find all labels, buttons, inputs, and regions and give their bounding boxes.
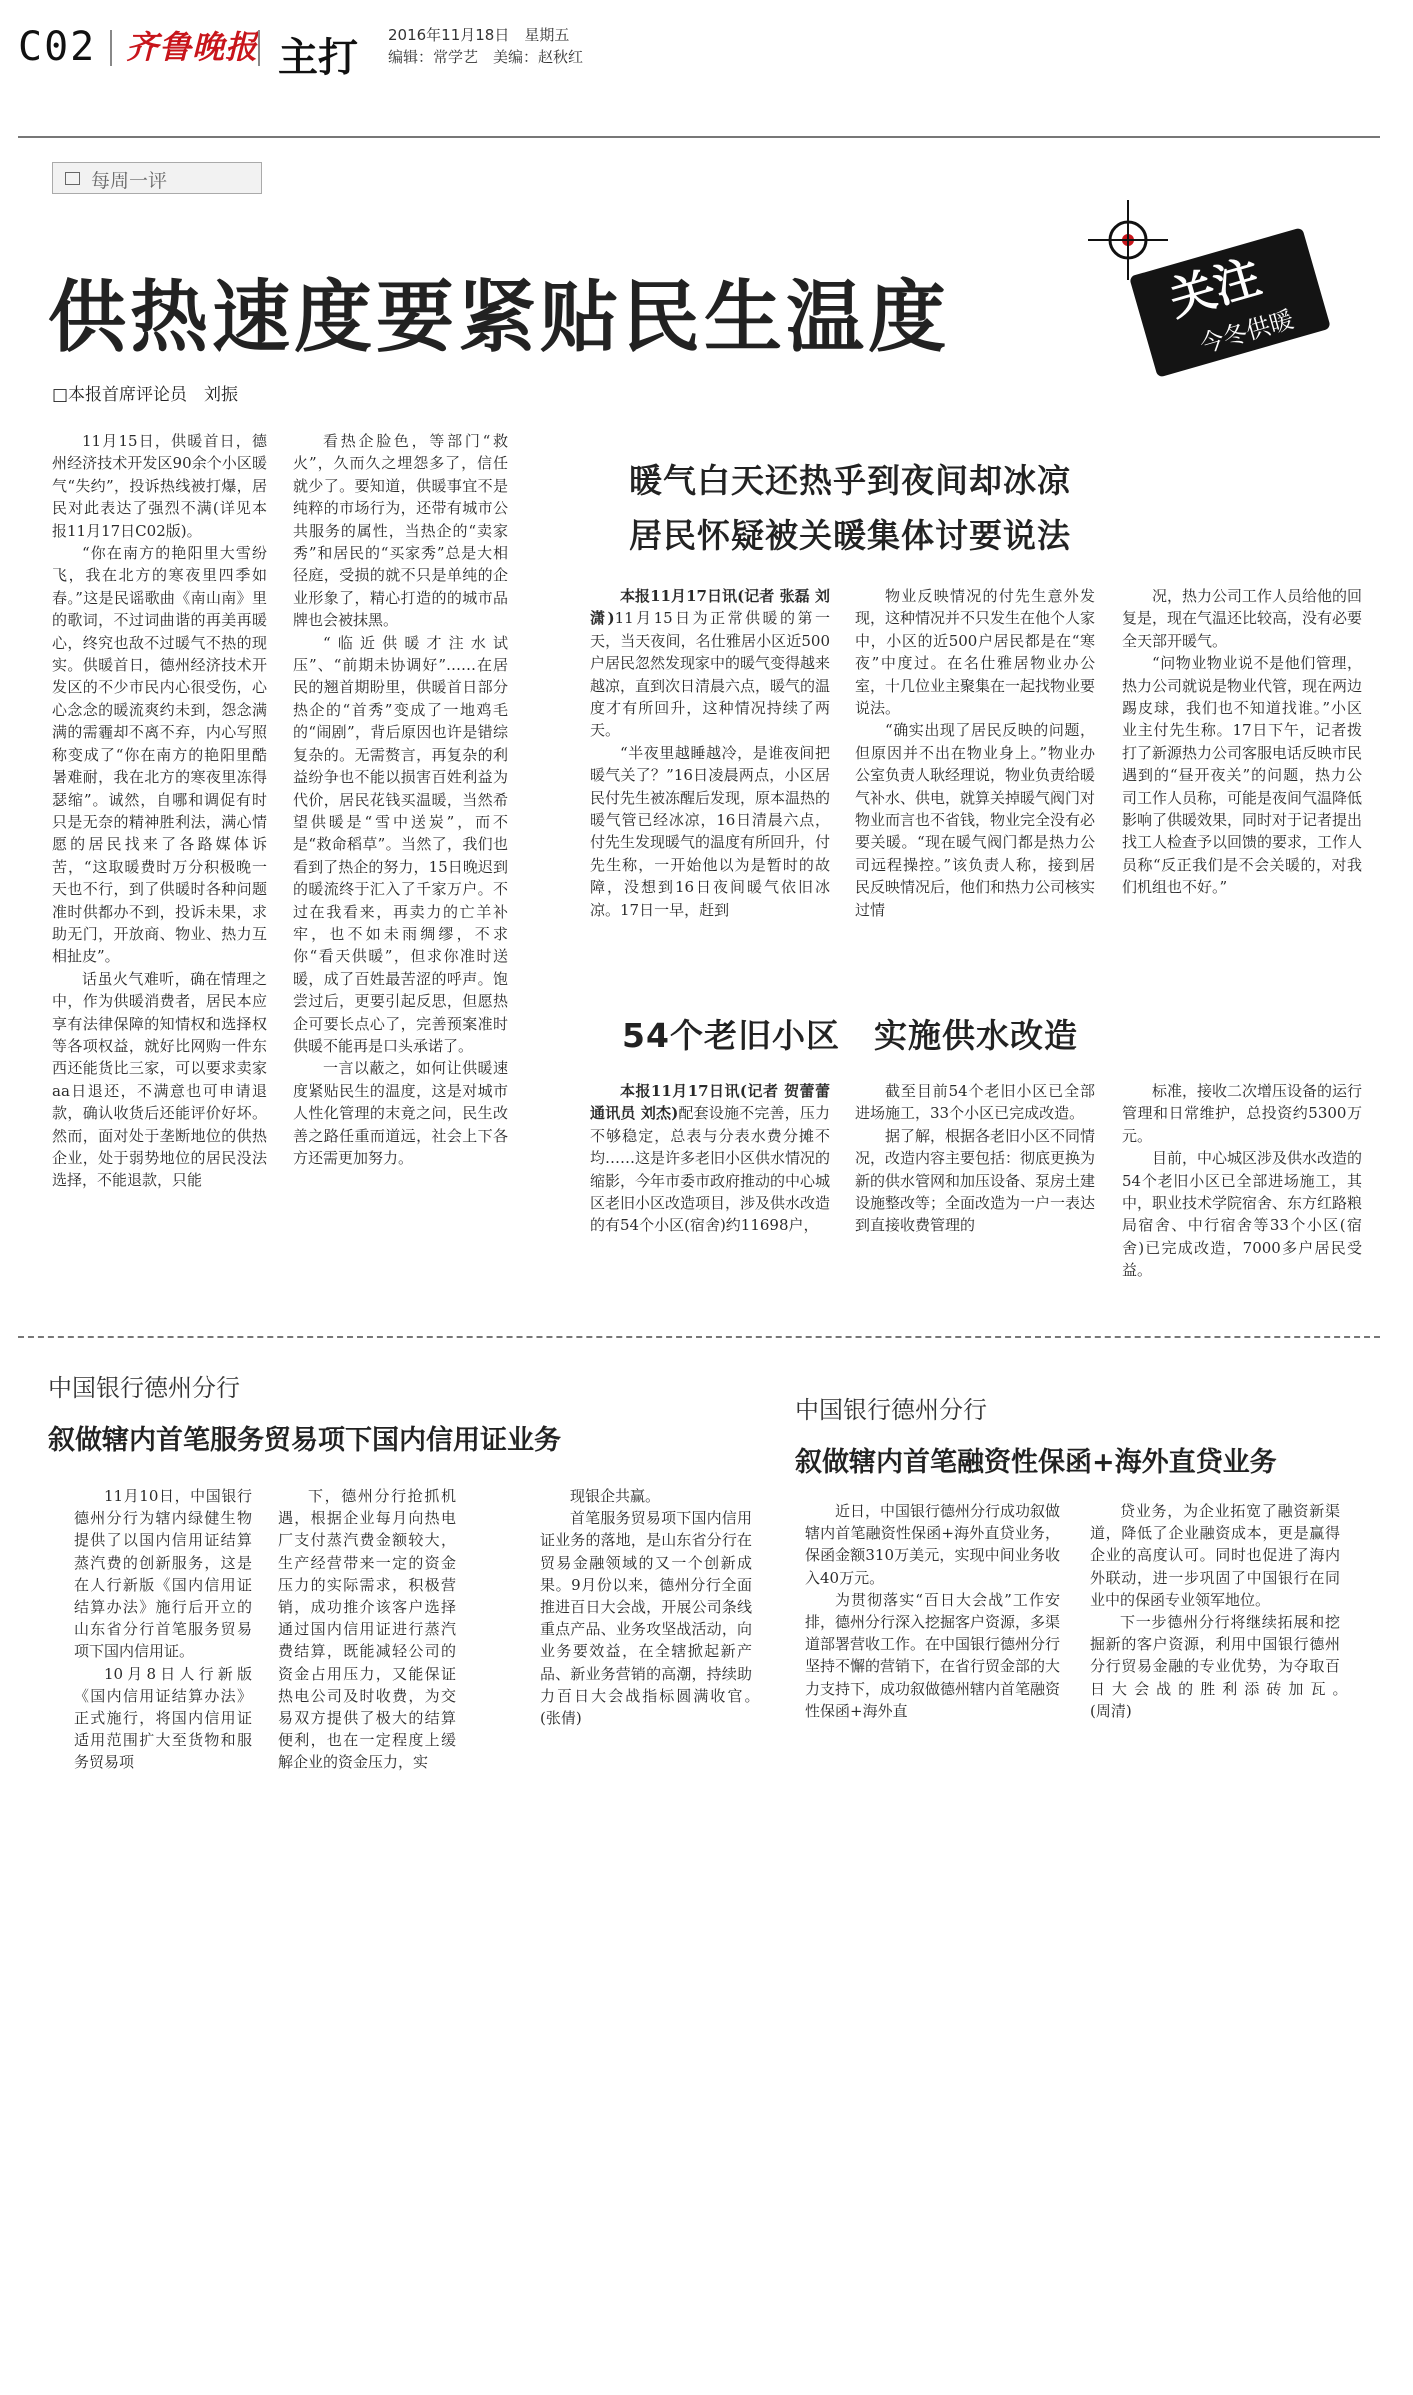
paragraph: 11月10日，中国银行德州分行为辖内绿健生物提供了以国内信用证结算蒸汽费的创新服务，这是在人行新版《国内信用证结算办法》施行后开立的山东省分行首笔服务贸易项下国内信用证。	[74, 1487, 252, 1661]
paragraph: 据了解，根据各老旧小区不同情况，改造内容主要包括：彻底更换为新的供水管网和加压设备、泵房土建设施整改等；全面改造为一户一表达到直接收费管理的	[855, 1126, 1096, 1235]
bank2-title: 叙做辖内首笔融资性保函+海外直贷业务	[795, 1447, 1277, 1478]
story2-column-2	[855, 1080, 1095, 1315]
paragraph: 话虽火气难听，确在情理之中，作为供暖消费者，居民本应享有法律保障的知情权和选择权等各项权益，就好比网购一件东西还能货比三家，可以要求卖家aa日退还，不满意也可申请退款，确认收货后还能评价好坏。然而，面对处于垄断地位的供热企业，处于弱势地位的居民没法选择，不能退款，只能	[52, 969, 267, 1190]
paragraph: “半夜里越睡越冷，是谁夜间把暖气关了？”16日凌晨两点，小区居民付先生被冻醒后发现，原本温热的暖气管已经冰凉，16日清晨六点，付先生发现暖气的温度有所回升，付先生称，一开始他以为是暂时的故障，没想到16日夜间暖气依旧冰凉。17日一早，赶到	[590, 743, 831, 919]
masthead-divider	[110, 30, 112, 66]
story2-dateline: 本报11月17日讯(记者 贺蕾蕾 通讯员 刘杰)	[590, 1082, 830, 1123]
story1-column-3	[1122, 585, 1362, 985]
bank2-name: 中国银行德州分行	[795, 1396, 987, 1424]
story1-column-1	[590, 585, 830, 985]
masthead-divider	[258, 30, 260, 66]
bank1-name: 中国银行德州分行	[48, 1374, 240, 1402]
bank1-column-3	[540, 1485, 828, 1795]
commentary-column-1	[52, 430, 267, 1320]
tag-label: 每周一评	[91, 170, 168, 192]
paragraph: 首笔服务贸易项下国内信用证业务的落地，是山东省分行在贸易金融领域的又一个创新成果。9月份以来，德州分行全面推进百日大会战，开展公司条线重点产品、业务攻坚战活动，向业务要效益，在全辖掀起新产品、新业务营销的高潮，持续助力百日大会战指标圆满收官。 (张倩)	[540, 1509, 828, 1728]
bank1-title: 叙做辖内首笔服务贸易项下国内信用证业务	[48, 1425, 561, 1456]
paragraph: 为贯彻落实“百日大会战”工作安排，德州分行深入挖掘客户资源，多渠道部署营收工作。在中国银行德州分行坚持不懈的营销下，在省行贸金部的大力支持下，成功叙做德州辖内首笔融资性保函+海外直	[805, 1590, 1061, 1720]
editors-line: 编辑：常学艺 美编：赵秋红	[388, 48, 584, 66]
paragraph: “确实出现了居民反映的问题，但原因并不出在物业身上。”物业办公室负责人耿经理说，物业负责给暖气补水、供电，就算关掉暖气阀门对物业而言也不省钱，物业完全没有必要关暖。“现在暖气阀门都是热力公司远程操控。”该负责人称，接到居民反映情况后，他们和热力公司核实过情	[855, 721, 1096, 919]
story2-title: 54个老旧小区 实施供水改造	[622, 1016, 1078, 1055]
story2-column-3	[1122, 1080, 1362, 1315]
story1-column-2	[855, 585, 1095, 985]
weekly-commentary-tag	[52, 162, 262, 194]
section-title: 主打	[278, 35, 358, 81]
paragraph: “问物业物业说不是他们管理，热力公司就说是物业代管，现在两边踢皮球，我们也不知道找谁。”小区业主付先生称。17日下午，记者拨打了新源热力公司客服电话反映市民遇到的“昼开夜关”的问题，热力公司工作人员称，可能是夜间气温降低影响了供暖效果，同时对于记者提出找工人检查予以回馈的要求，工作人员称“反正我们是不会关暖的，对我们机组也不好。”	[1122, 654, 1363, 897]
badge-title: 关注	[1163, 249, 1267, 327]
paragraph: 11月15日为正常供暖的第一天，当天夜间，名仕雅居小区近500户居民忽然发现家中的暖气变得越来越凉，直到次日清晨六点，暖气的温度才有所回升，这种情况持续了两天。	[590, 609, 831, 740]
badge-subtitle: 今冬供暖	[1196, 305, 1297, 359]
paragraph: 况，热力公司工作人员给他的回复是，现在气温还比较高，没有必要全天部开暖气。	[1122, 587, 1363, 650]
paragraph: 看热企脸色，等部门“救火”，久而久之埋怨多了，信任就少了。要知道，供暖事宜不是纯粹的市场行为，还带有城市公共服务的属性，当热企的“卖家秀”和居民的“买家秀”总是大相径庭，受损的就不只是单纯的企业形象了，精心打造的的城市品牌也会被抹黑。	[293, 432, 508, 630]
paragraph: 物业反映情况的付先生意外发现，这种情况并不只发生在他个人家中，小区的近500户居民都是在“寒夜”中度过。在名仕雅居物业办公室，十几位业主聚集在一起找物业要说法。	[855, 587, 1096, 718]
bank2-column-1	[805, 1500, 1060, 1795]
paragraph: 10月8日人行新版《国内信用证结算办法》正式施行，将国内信用证适用范围扩大至货物和服务贸易项	[74, 1664, 252, 1772]
paragraph: “临近供暖才注水试压”、“前期未协调好”……在居民的翘首期盼里，供暖首日部分热企的“首秀”变成了一地鸡毛的“闹剧”，背后原因也许是错综复杂的。无需赘言，再复杂的利益纷争也不能以损害百姓利益为代价，居民花钱买温暖，当然希望供暖是“雪中送炭”，而不是“救命稻草”。当然了，我们也看到了热企的努力，15日晚迟到的暖流终于汇入了千家万户。不过在我看来，再卖力的亡羊补牢，也不如未雨绸缪，不求你“看天供暖”，但求你准时送暖，成了百姓最苦涩的呼声。饱尝过后，更要引起反思，但愿热企可要长点心了，完善预案准时供暖不能再是口头承诺了。	[293, 633, 508, 1055]
page-number: C02	[18, 24, 97, 70]
date-line: 2016年11月18日 星期五	[388, 26, 570, 44]
bank2-column-2	[1090, 1500, 1401, 1795]
story1-title-line2: 居民怀疑被关暖集体讨要说法	[629, 516, 1071, 555]
bank1-column-1	[74, 1485, 252, 1795]
paragraph: 下一步德州分行将继续拓展和挖掘新的客户资源，利用中国银行德州分行贸易金融的专业优势，为夺取百日大会战的胜利添砖加瓦。 (周清)	[1090, 1613, 1401, 1720]
bank1-column-2	[278, 1485, 456, 1795]
paragraph: 贷业务，为企业拓宽了融资新渠道，降低了企业融资成本，更是赢得企业的高度认可。同时也促进了海内外联动，进一步巩固了中国银行在同业中的保函专业领军地位。	[1090, 1502, 1340, 1609]
paragraph: 下，德州分行抢抓机遇，根据企业每月向热电厂支付蒸汽费金额较大，生产经营带来一定的资金压力的实际需求，积极营销，成功推介该客户选择通过国内信用证进行蒸汽费结算，既能减轻公司的资金占用压力，又能保证热电公司及时收费，为交易双方提供了极大的结算便利，也在一定程度上缓解企业的资金压力，实	[278, 1487, 456, 1772]
commentary-byline: □本报首席评论员 刘振	[52, 385, 239, 405]
paragraph: 一言以蔽之，如何让供暖速度紧贴民生的温度，这是对城市人性化管理的末竟之问，民生改善之路任重而道远，社会上下各方还需更加努力。	[293, 1059, 508, 1167]
commentary-column-2	[293, 430, 508, 1320]
paragraph: 截至目前54个老旧小区已全部进场施工，33个小区已完成改造。	[855, 1082, 1095, 1123]
newspaper-logo: 齐鲁晚报	[126, 28, 259, 66]
header-rule	[18, 136, 1380, 138]
paragraph: 11月15日，供暖首日，德州经济技术开发区90余个小区暖气“失约”，投诉热线被打爆，居民对此表达了强烈不满(详见本报11月17日C02版)。	[52, 432, 267, 540]
story1-dateline: 本报11月17日讯(记者 张磊 刘潇)	[590, 587, 830, 628]
paragraph: 目前，中心城区涉及供水改造的54个老旧小区已全部进场施工，其中，职业技术学院宿舍、东方红路粮局宿舍、中行宿舍等33个小区(宿舍)已完成改造，7000多户居民受益。	[1122, 1149, 1363, 1280]
main-headline: 供热速度要紧贴民生温度	[48, 273, 951, 363]
focus-badge	[1120, 230, 1330, 370]
paragraph: “你在南方的艳阳里大雪纷飞，我在北方的寒夜里四季如春。”这是民谣歌曲《南山南》里的歌词，不过词曲谐的再美再暖心，终究也敌不过暖气不热的现实。供暖首日，德州经济技术开发区的不少市民内心很受伤，心心念念的暖流爽约未到，怨念满满的需霾却不离不弃，内心写照称变成了“你在南方的艳阳里酷暑难耐，我在北方的寒夜里冻得瑟缩”。诚然，自哪和调促有时只是无奈的精神胜利法，满心情愿的居民找来了各路媒体诉苦，“这取暖费时万分积极晚一天也不行，到了供暖时各种问题准时供都办不到，投诉未果，求助无门，开放商、物业、热力互相扯皮”。	[52, 544, 267, 966]
section-divider	[18, 1336, 1380, 1338]
paragraph: 标准，接收二次增压设备的运行管理和日常维护，总投资约5300万元。	[1122, 1082, 1363, 1145]
paragraph: 现银企共赢。	[570, 1487, 661, 1505]
paragraph: 配套设施不完善，压力不够稳定，总表与分表水费分摊不均……这是许多老旧小区供水情况的缩影，今年市委市政府推动的中心城区老旧小区改造项目，涉及供水改造的有54个小区(宿舍)约11698户，	[590, 1104, 831, 1235]
square-icon	[65, 172, 80, 185]
paragraph: 近日，中国银行德州分行成功叙做辖内首笔融资性保函+海外直贷业务，保函金额310万美元，实现中间业务收入40万元。	[805, 1502, 1061, 1587]
story2-column-1	[590, 1080, 830, 1315]
story1-title-line1: 暖气白天还热乎到夜间却冰凉	[629, 461, 1071, 500]
